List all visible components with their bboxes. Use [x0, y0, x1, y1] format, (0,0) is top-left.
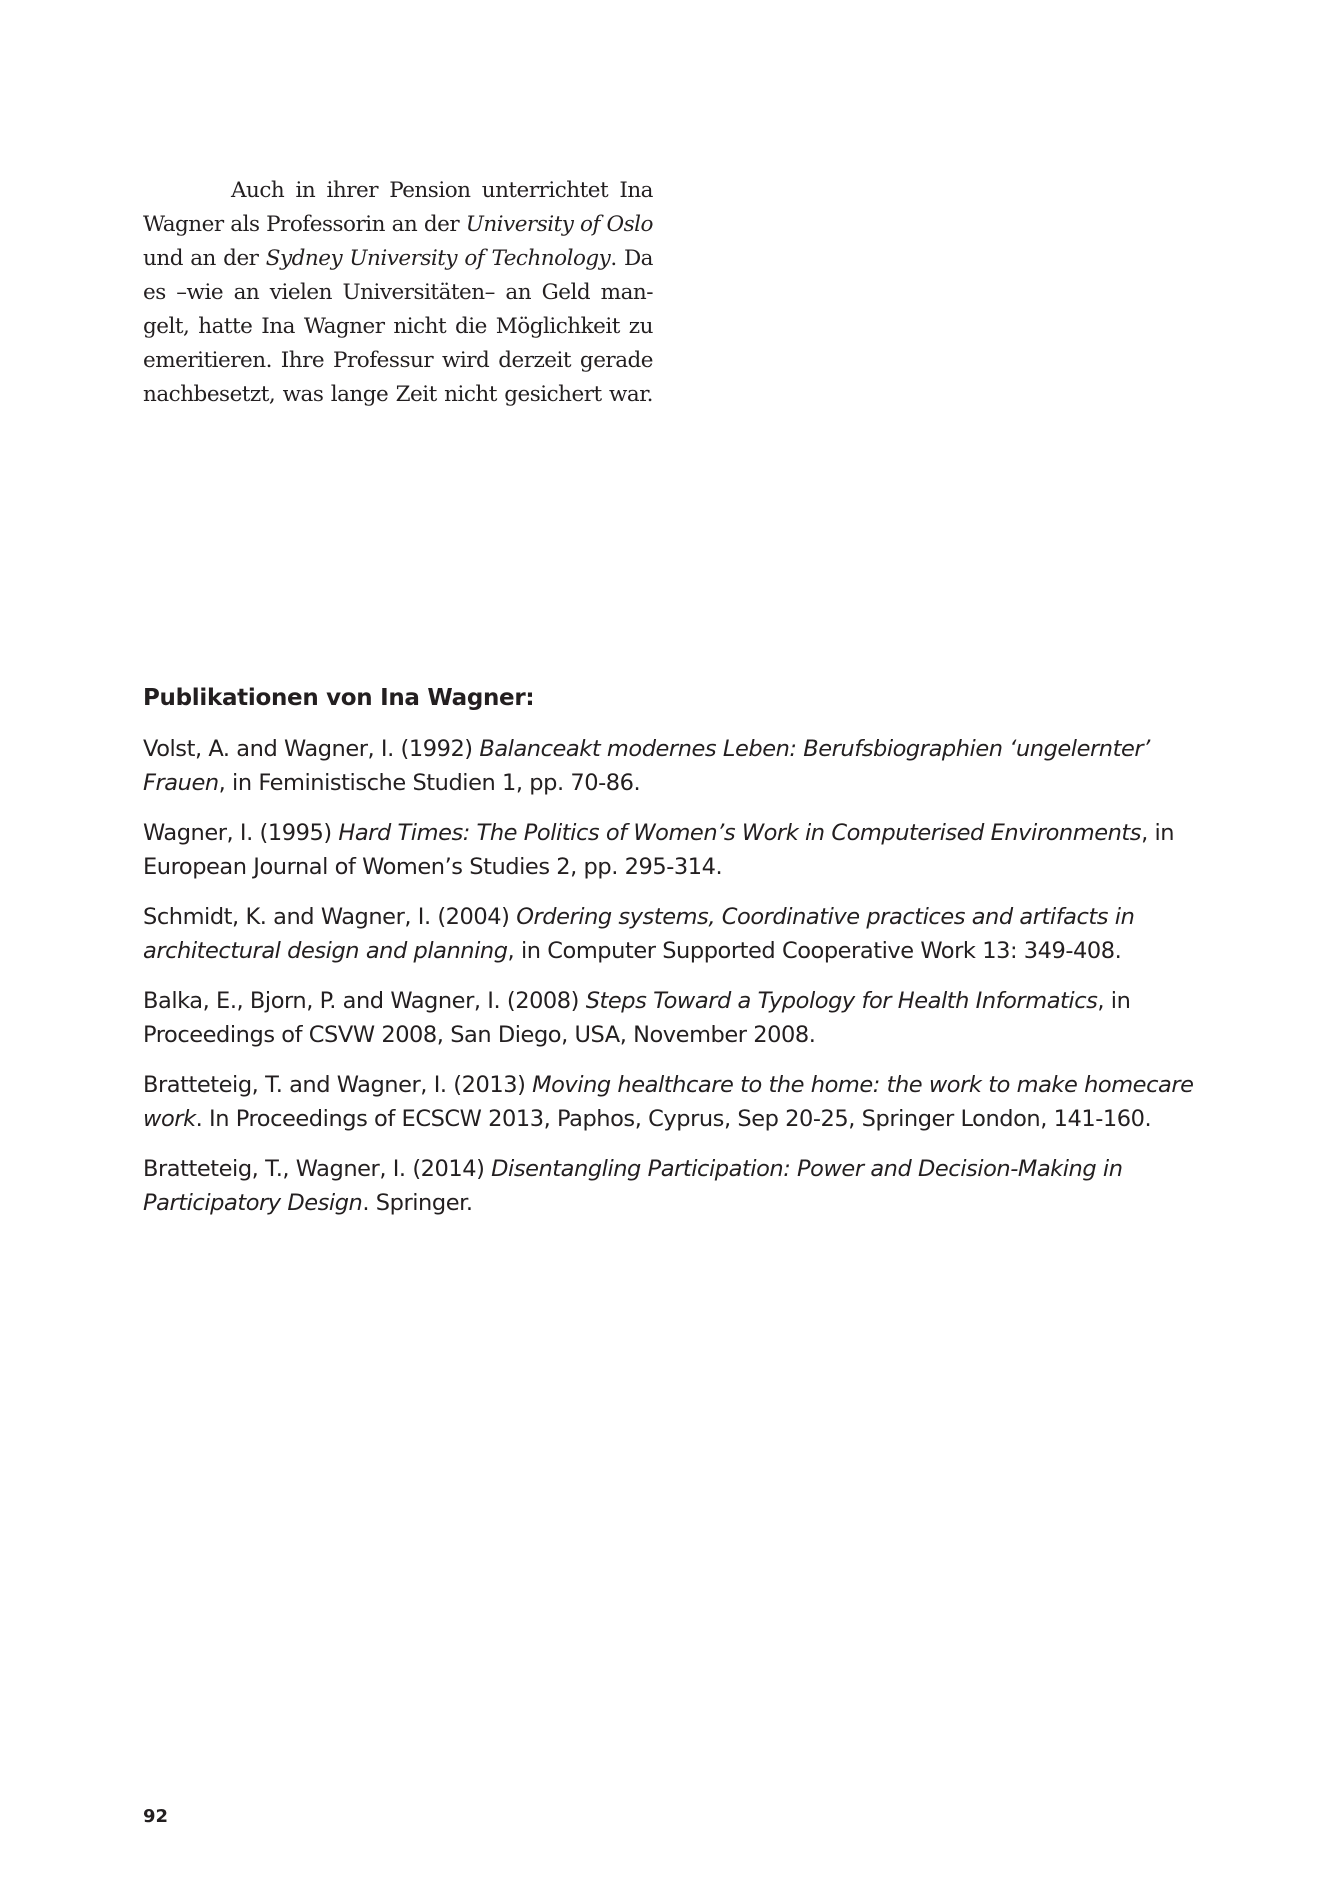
publication-title: Disentangling Participation: Power and Decision-Making in Participatory Design: [143, 1156, 1123, 1216]
intro-line: es –wie an vielen Universitäten– an Geld man-: [143, 280, 653, 305]
publication-entry: [143, 900, 1198, 968]
publication-source: , in Computer Supported Cooperative Work 13: 349-408.: [507, 938, 1122, 964]
publication-authors: Balka, E., Bjorn, P. and Wagner, I. (2008): [143, 988, 586, 1014]
publication-authors: Bratteteig, T., Wagner, I. (2014): [143, 1156, 492, 1182]
publication-title: Balanceakt modernes Leben: Berufsbiographien ‘ungelernter’ Frauen: [143, 736, 1150, 796]
institution-name: Sydney University of Technology: [265, 246, 611, 271]
intro-line: nachbesetzt, was lange Zeit nicht gesichert war.: [143, 382, 653, 407]
intro-line: gelt, hatte Ina Wagner nicht die Möglichkeit zu: [143, 314, 653, 339]
publication-title: Ordering systems, Coordinative practices and artifacts in architectural design and planning: [143, 904, 1135, 964]
intro-line: Wagner als Professorin an der University of Oslo: [143, 212, 653, 237]
institution-name: University of Oslo: [465, 212, 653, 237]
publication-list: [143, 732, 1198, 1220]
intro-line: Auch in ihrer Pension unterrichtet Ina: [231, 178, 653, 203]
publication-source: . Springer.: [362, 1190, 473, 1216]
publication-authors: Bratteteig, T. and Wagner, I. (2013): [143, 1072, 533, 1098]
intro-line: und an der Sydney University of Technology. Da: [143, 246, 653, 271]
publication-entry: [143, 732, 1198, 800]
publication-authors: Wagner, I. (1995): [143, 820, 339, 846]
publication-title: Steps Toward a Typology for Health Informatics: [585, 988, 1098, 1014]
publication-source: , in Proceedings of CSVW 2008, San Diego, USA, November 2008.: [143, 988, 1131, 1048]
publication-entry: [143, 1152, 1198, 1220]
intro-line: emeritieren. Ihre Professur wird derzeit gerade: [143, 348, 653, 373]
publications-section: [143, 678, 1198, 1236]
publication-entry: [143, 816, 1198, 884]
publication-source: , in European Journal of Women’s Studies 2, pp. 295-314.: [143, 820, 1175, 880]
publication-authors: Volst, A. and Wagner, I. (1992): [143, 736, 480, 762]
publication-entry: [143, 984, 1198, 1052]
publication-title: Hard Times: The Politics of Women’s Work in Computerised Environments: [338, 820, 1142, 846]
publication-authors: Schmidt, K. and Wagner, I. (2004): [143, 904, 517, 930]
intro-paragraph: [143, 174, 653, 412]
page-number: 92: [143, 1806, 169, 1827]
publication-source: , in Feministische Studien 1, pp. 70-86.: [218, 770, 641, 796]
publication-source: . In Proceedings of ECSCW 2013, Paphos, Cyprus, Sep 20-25, Springer London, 141-160.: [195, 1106, 1152, 1132]
publication-title: Moving healthcare to the home: the work to make homecare work: [143, 1072, 1194, 1132]
publication-entry: [143, 1068, 1198, 1136]
publications-heading: Publikationen von Ina Wagner:: [143, 685, 535, 711]
